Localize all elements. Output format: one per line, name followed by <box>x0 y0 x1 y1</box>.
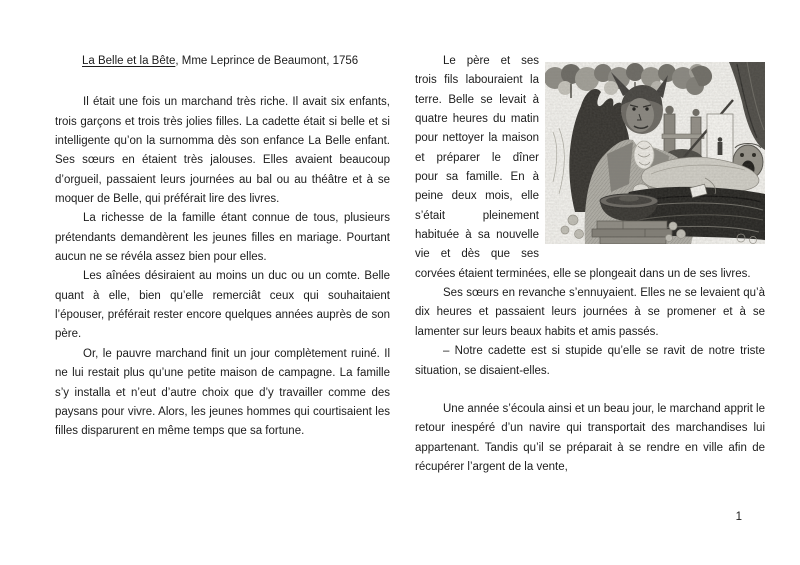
paragraph-soeurs: Ses sœurs en revanche s’ennuyaient. Elles ne se levaient qu’à dix heures et passaient leurs journées à se promener et à se lamenter sur leurs beaux habits et amis passés. <box>415 287 765 338</box>
paragraph-navire: Une année s’écoula ainsi et un beau jour, le marchand apprit le retour inespéré d’un navire qui transportait des marchandises lui appartenant. Tandis qu’il se préparait à se rendre en ville afin de récupérer l’argent de la vente, <box>415 402 765 473</box>
grain-overlay <box>545 62 765 244</box>
paragraph-aînées: Les aînées désiraient au moins un duc ou un comte. Belle quant à elle, bien qu’elle remerciât ceux qui souhaitaient l’épouser, préférait rester encore quelques années auprès de son père. <box>55 270 390 341</box>
paragraph-richesse: La richesse de la famille étant connue de tous, plusieurs prétendants demandèrent les jeunes filles en mariage. Pourtant aucun ne se révéla assez bien pour elles. <box>55 212 390 264</box>
paragraph-once-upon: Il était une fois un marchand très riche. Il avait six enfants, trois garçons et trois très jolies filles. La cadette était si belle et si intelligente qu’on la surnomma dès son enfance La Belle enfant. Ses sœurs en étaient très jalouses. Elles avaient beaucoup d’orgueil, passaient leurs journées au bal ou au théâtre et à se moquer de Belle, qui préférait lire des livres. <box>55 96 390 206</box>
document-title <box>55 52 390 71</box>
beast-engraving-svg <box>545 62 765 244</box>
paragraph-dialogue-cadette: – Notre cadette est si stupide qu’elle se ravit de notre triste situation, se disaient-elles. <box>415 345 765 377</box>
beast-engraving-illustration <box>545 62 765 244</box>
paragraph-pere-fils: Le père et ses trois fils labouraient la terre. Belle se levait à quatre heures du matin pour nettoyer la maison et préparer le dîner pour sa famille. En à peine deux mois, elle s’était pleinement habituée à sa nouvelle vie et dès que ses corvées étaient terminées, elle se plongeait dans un de ses livres. <box>415 55 751 280</box>
right-column <box>415 52 765 477</box>
left-column <box>55 52 390 442</box>
page-number: 1 <box>735 511 742 523</box>
title-book-name: La Belle et la Bête <box>82 55 176 67</box>
title-author-year: , Mme Leprince de Beaumont, 1756 <box>175 55 359 67</box>
paragraph-ruine: Or, le pauvre marchand finit un jour complètement ruiné. Il ne lui restait plus qu’une petite maison de campagne. La famille s’y installa et n’eut d’autre choix que d’y travailler comme des paysans pour vivre. Alors, les jeunes hommes qui courtisaient les filles disparurent en même temps que sa fortune. <box>55 347 390 438</box>
